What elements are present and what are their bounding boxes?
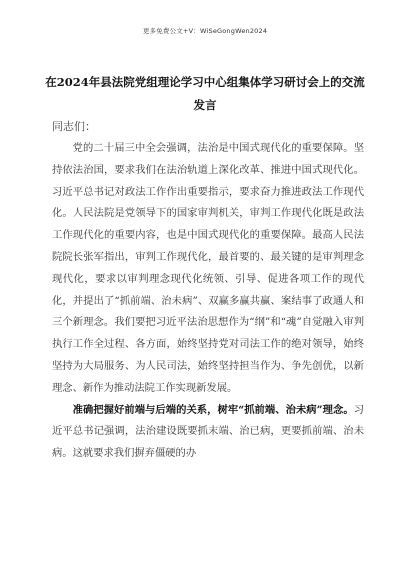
paragraph-1: 党的二十届三中全会强调，法治是中国式现代化的重要保障。坚持依法治国，要求我们在法治轨道上深化改革、推进中国式现代化。习近平总书记对政法工作作出重要指示，要求奋力推进政法工作现代化。人民法院是党领导下的国家审判机关，审判工作现代化既是政法工作现代化的重要内容，也是中国式现代化的重要保障。最高人民法院院长张军指出，审判工作现代化，最首要的、最关键的是审判理念现代化，要求以审判理念现代化统领、引导、促进各项工作的现代化，并提出了“抓前端、治未病”、双赢多赢共赢、案结事了政通人和三个新理念。我们要把习近平法治思想作为“纲”和“魂”自觉融入审判执行工作全过程、各方面，始终坚持党对司法工作的绝对领导，始终坚持为大局服务、为人民司法，始终坚持担当作为、争先创优，以新理念、新作为推动法院工作实现新发展。 — [52, 142, 364, 394]
salutation: 同志们： — [52, 120, 96, 133]
document-body — [52, 138, 364, 465]
header-note: 更多免费公文+V：WiSeGongWen2024 — [142, 27, 268, 35]
paragraph-2-lead: 准确把握好前端与后端的关系，树牢“抓前端、治未病”理念。 — [72, 403, 354, 416]
paragraph-2-text: 习近平总书记强调，法治建设既要抓末端、治已病，更要抓前端、治未病。这就要求我们摒弃僵硬的办 — [52, 403, 364, 460]
document-title: 在2024年县法院党组理论学习中心组集体学习研讨会上的交流发言 — [45, 75, 365, 112]
paragraph-2 — [52, 400, 364, 465]
